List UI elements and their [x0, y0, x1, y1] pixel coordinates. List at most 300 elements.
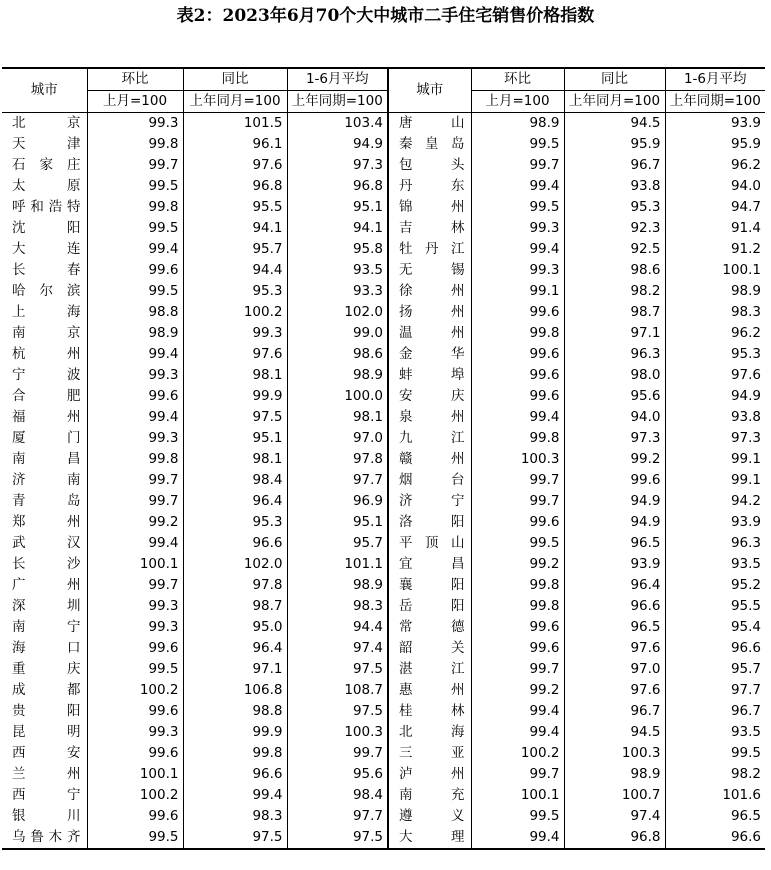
yoy-index: 97.8 — [183, 575, 287, 596]
table-row — [2, 575, 765, 596]
mom-index: 100.2 — [87, 680, 183, 701]
yoy-index: 92.3 — [564, 218, 665, 239]
yoy-index: 98.7 — [564, 302, 665, 323]
avg-index: 96.6 — [665, 638, 765, 659]
city-name: 南充 — [388, 785, 471, 806]
table-title: 表2：2023年6月70个大中城市二手住宅销售价格指数 — [176, 6, 595, 26]
avg-index: 97.7 — [287, 470, 388, 491]
mom-index: 99.5 — [87, 176, 183, 197]
avg-index: 95.1 — [287, 197, 388, 218]
mom-index: 99.4 — [471, 176, 564, 197]
avg-index: 96.8 — [287, 176, 388, 197]
avg-index: 97.3 — [665, 428, 765, 449]
yoy-index: 98.8 — [183, 701, 287, 722]
city-name: 呼和浩特 — [12, 199, 81, 215]
mom-index: 98.9 — [87, 323, 183, 344]
avg-index: 97.6 — [665, 365, 765, 386]
yoy-index: 96.6 — [183, 764, 287, 785]
city-name: 大连 — [12, 241, 81, 257]
avg-index: 103.4 — [287, 113, 388, 135]
mom-index: 99.8 — [87, 134, 183, 155]
city-name: 无锡 — [388, 260, 471, 281]
mom-index: 99.6 — [471, 617, 564, 638]
yoy-index: 100.3 — [564, 743, 665, 764]
yoy-index: 96.6 — [183, 533, 287, 554]
mom-index: 99.4 — [87, 344, 183, 365]
city-name: 西宁 — [12, 787, 81, 803]
yoy-index: 96.8 — [183, 176, 287, 197]
yoy-index: 94.1 — [183, 218, 287, 239]
avg-index: 108.7 — [287, 680, 388, 701]
city-name: 牡丹江 — [388, 239, 471, 260]
table-row — [2, 407, 765, 428]
header-avg-right: 1-6月平均 — [665, 68, 765, 91]
avg-index: 97.3 — [287, 155, 388, 176]
yoy-index: 100.7 — [564, 785, 665, 806]
mom-index: 99.6 — [87, 638, 183, 659]
table-row — [2, 386, 765, 407]
table-row — [2, 764, 765, 785]
avg-index: 98.9 — [665, 281, 765, 302]
yoy-index: 98.4 — [183, 470, 287, 491]
city-name: 岳阳 — [388, 596, 471, 617]
mom-index: 99.7 — [471, 155, 564, 176]
mom-index: 99.5 — [87, 827, 183, 849]
yoy-index: 96.7 — [564, 155, 665, 176]
city-name: 常德 — [388, 617, 471, 638]
mom-index: 99.5 — [471, 134, 564, 155]
mom-index: 99.7 — [471, 491, 564, 512]
avg-index: 98.2 — [665, 764, 765, 785]
avg-index: 96.5 — [665, 806, 765, 827]
table-row — [2, 239, 765, 260]
avg-index: 100.0 — [287, 386, 388, 407]
mom-index: 99.8 — [471, 596, 564, 617]
city-name: 金华 — [388, 344, 471, 365]
yoy-index: 96.6 — [564, 596, 665, 617]
yoy-index: 98.0 — [564, 365, 665, 386]
table-row — [2, 323, 765, 344]
mom-index: 99.2 — [471, 680, 564, 701]
yoy-index: 94.9 — [564, 512, 665, 533]
yoy-index: 95.0 — [183, 617, 287, 638]
yoy-index: 94.0 — [564, 407, 665, 428]
mom-index: 100.2 — [471, 743, 564, 764]
table-row — [2, 680, 765, 701]
city-name: 平顶山 — [388, 533, 471, 554]
city-name: 石家庄 — [12, 157, 81, 173]
yoy-index: 97.1 — [564, 323, 665, 344]
yoy-index: 96.1 — [183, 134, 287, 155]
avg-index: 98.9 — [287, 575, 388, 596]
mom-index: 99.7 — [87, 155, 183, 176]
avg-index: 98.6 — [287, 344, 388, 365]
header-yoy-right: 同比 — [564, 68, 665, 91]
yoy-index: 95.9 — [564, 134, 665, 155]
table-row — [2, 449, 765, 470]
city-name: 成都 — [12, 682, 81, 698]
mom-index: 99.7 — [471, 659, 564, 680]
yoy-index: 102.0 — [183, 554, 287, 575]
yoy-index: 96.7 — [564, 701, 665, 722]
avg-index: 102.0 — [287, 302, 388, 323]
yoy-index: 98.2 — [564, 281, 665, 302]
city-name: 乌鲁木齐 — [2, 827, 87, 849]
mom-index: 99.4 — [87, 407, 183, 428]
yoy-index: 98.3 — [183, 806, 287, 827]
mom-index: 99.2 — [471, 554, 564, 575]
avg-index: 97.5 — [287, 827, 388, 849]
yoy-index: 97.6 — [564, 638, 665, 659]
city-name: 济宁 — [388, 491, 471, 512]
mom-index: 99.7 — [471, 764, 564, 785]
table-row — [2, 134, 765, 155]
subheader-mom: 上月=100 — [87, 91, 183, 113]
avg-index: 93.5 — [287, 260, 388, 281]
avg-index: 95.1 — [287, 512, 388, 533]
mom-index: 99.6 — [87, 386, 183, 407]
city-name: 南京 — [12, 325, 81, 341]
avg-index: 93.8 — [665, 407, 765, 428]
city-name: 太原 — [12, 178, 81, 194]
avg-index: 91.4 — [665, 218, 765, 239]
mom-index: 98.9 — [471, 113, 564, 135]
table-row — [2, 302, 765, 323]
yoy-index: 98.9 — [564, 764, 665, 785]
mom-index: 99.5 — [471, 806, 564, 827]
mom-index: 99.8 — [471, 323, 564, 344]
city-name: 大理 — [388, 827, 471, 849]
table-body — [2, 113, 765, 850]
subheader-avg-right: 上年同期=100 — [665, 91, 765, 113]
avg-index: 95.5 — [665, 596, 765, 617]
yoy-index: 97.6 — [183, 155, 287, 176]
yoy-index: 96.4 — [564, 575, 665, 596]
yoy-index: 94.5 — [564, 722, 665, 743]
city-name: 海口 — [12, 640, 81, 656]
avg-index: 97.8 — [287, 449, 388, 470]
avg-index: 94.0 — [665, 176, 765, 197]
avg-index: 94.1 — [287, 218, 388, 239]
mom-index: 99.3 — [87, 428, 183, 449]
mom-index: 98.8 — [87, 302, 183, 323]
yoy-index: 92.5 — [564, 239, 665, 260]
mom-index: 99.3 — [87, 722, 183, 743]
yoy-index: 95.6 — [564, 386, 665, 407]
city-name: 惠州 — [388, 680, 471, 701]
header-mom-right: 环比 — [471, 68, 564, 91]
avg-index: 95.2 — [665, 575, 765, 596]
city-name: 安庆 — [388, 386, 471, 407]
city-name: 泸州 — [388, 764, 471, 785]
mom-index: 99.4 — [87, 239, 183, 260]
mom-index: 99.4 — [87, 533, 183, 554]
city-name: 上海 — [12, 304, 81, 320]
city-name: 重庆 — [12, 661, 81, 677]
city-name: 包头 — [388, 155, 471, 176]
avg-index: 94.7 — [665, 197, 765, 218]
table-row — [2, 155, 765, 176]
yoy-index: 101.5 — [183, 113, 287, 135]
avg-index: 98.9 — [287, 365, 388, 386]
city-name: 郑州 — [12, 514, 81, 530]
mom-index: 99.6 — [87, 743, 183, 764]
avg-index: 96.2 — [665, 323, 765, 344]
mom-index: 99.5 — [87, 659, 183, 680]
mom-index: 100.1 — [87, 554, 183, 575]
mom-index: 99.7 — [87, 470, 183, 491]
city-name: 锦州 — [388, 197, 471, 218]
yoy-index: 99.9 — [183, 722, 287, 743]
avg-index: 94.9 — [665, 386, 765, 407]
header-mom: 环比 — [87, 68, 183, 91]
yoy-index: 100.2 — [183, 302, 287, 323]
mom-index: 99.6 — [471, 344, 564, 365]
avg-index: 99.5 — [665, 743, 765, 764]
city-name: 唐山 — [388, 113, 471, 135]
city-name: 天津 — [12, 136, 81, 152]
table-row — [2, 428, 765, 449]
avg-index: 95.8 — [287, 239, 388, 260]
table-row — [2, 617, 765, 638]
price-index-table — [2, 67, 765, 850]
mom-index: 99.6 — [471, 512, 564, 533]
table-row — [2, 596, 765, 617]
city-name: 丹东 — [388, 176, 471, 197]
avg-index: 96.3 — [665, 533, 765, 554]
subheader-mom-right: 上月=100 — [471, 91, 564, 113]
yoy-index: 99.6 — [564, 470, 665, 491]
avg-index: 101.1 — [287, 554, 388, 575]
city-name: 蚌埠 — [388, 365, 471, 386]
yoy-index: 96.5 — [564, 533, 665, 554]
avg-index: 97.0 — [287, 428, 388, 449]
city-name: 深圳 — [12, 598, 81, 614]
city-name: 广州 — [12, 577, 81, 593]
avg-index: 99.1 — [665, 449, 765, 470]
avg-index: 95.6 — [287, 764, 388, 785]
mom-index: 99.5 — [471, 197, 564, 218]
table-row — [2, 260, 765, 281]
yoy-index: 99.4 — [183, 785, 287, 806]
subheader-avg: 上年同期=100 — [287, 91, 388, 113]
table-row — [2, 638, 765, 659]
avg-index: 100.1 — [665, 260, 765, 281]
city-name: 济南 — [12, 472, 81, 488]
mom-index: 99.4 — [471, 827, 564, 849]
yoy-index: 97.5 — [183, 827, 287, 849]
mom-index: 99.3 — [87, 596, 183, 617]
mom-index: 99.6 — [87, 806, 183, 827]
mom-index: 100.1 — [471, 785, 564, 806]
yoy-index: 94.5 — [564, 113, 665, 135]
city-name: 宁波 — [12, 367, 81, 383]
city-name: 桂林 — [388, 701, 471, 722]
yoy-index: 95.5 — [183, 197, 287, 218]
header-city-right: 城市 — [388, 68, 471, 113]
yoy-index: 96.8 — [564, 827, 665, 849]
city-name: 哈尔滨 — [12, 283, 81, 299]
mom-index: 99.3 — [87, 113, 183, 135]
avg-index: 99.0 — [287, 323, 388, 344]
avg-index: 98.4 — [287, 785, 388, 806]
yoy-index: 95.3 — [183, 512, 287, 533]
yoy-index: 99.2 — [564, 449, 665, 470]
avg-index: 93.5 — [665, 722, 765, 743]
yoy-index: 97.6 — [564, 680, 665, 701]
yoy-index: 98.1 — [183, 365, 287, 386]
avg-index: 96.6 — [665, 827, 765, 849]
mom-index: 99.3 — [471, 260, 564, 281]
yoy-index: 95.1 — [183, 428, 287, 449]
table-row — [2, 344, 765, 365]
mom-index: 99.8 — [87, 449, 183, 470]
city-name: 贵阳 — [12, 703, 81, 719]
table-row — [2, 491, 765, 512]
avg-index: 98.3 — [287, 596, 388, 617]
city-name: 泉州 — [388, 407, 471, 428]
table-row — [2, 218, 765, 239]
city-name: 吉林 — [388, 218, 471, 239]
table-row — [2, 806, 765, 827]
avg-index: 94.4 — [287, 617, 388, 638]
header-avg: 1-6月平均 — [287, 68, 388, 91]
yoy-index: 97.4 — [564, 806, 665, 827]
table-row — [2, 743, 765, 764]
mom-index: 99.1 — [471, 281, 564, 302]
city-name: 长春 — [12, 262, 81, 278]
avg-index: 91.2 — [665, 239, 765, 260]
yoy-index: 97.5 — [183, 407, 287, 428]
table-row — [2, 827, 765, 849]
mom-index: 99.7 — [87, 491, 183, 512]
city-name: 沈阳 — [12, 220, 81, 236]
yoy-index: 98.7 — [183, 596, 287, 617]
mom-index: 99.5 — [87, 281, 183, 302]
yoy-index: 93.9 — [564, 554, 665, 575]
avg-index: 95.7 — [287, 533, 388, 554]
mom-index: 99.2 — [87, 512, 183, 533]
table-row — [2, 512, 765, 533]
yoy-index: 99.9 — [183, 386, 287, 407]
yoy-index: 97.0 — [564, 659, 665, 680]
avg-index: 97.4 — [287, 638, 388, 659]
yoy-index: 98.6 — [564, 260, 665, 281]
avg-index: 95.7 — [665, 659, 765, 680]
city-name: 杭州 — [12, 346, 81, 362]
city-name: 烟台 — [388, 470, 471, 491]
mom-index: 99.6 — [471, 638, 564, 659]
yoy-index: 97.6 — [183, 344, 287, 365]
city-name: 长沙 — [12, 556, 81, 572]
city-name: 武汉 — [12, 535, 81, 551]
mom-index: 99.3 — [87, 617, 183, 638]
table-row — [2, 365, 765, 386]
yoy-index: 99.3 — [183, 323, 287, 344]
city-name: 扬州 — [388, 302, 471, 323]
city-name: 兰州 — [12, 766, 81, 782]
city-name: 赣州 — [388, 449, 471, 470]
yoy-index: 97.1 — [183, 659, 287, 680]
city-name: 西安 — [12, 745, 81, 761]
avg-index: 98.1 — [287, 407, 388, 428]
city-name: 南昌 — [12, 451, 81, 467]
avg-index: 94.2 — [665, 491, 765, 512]
city-name: 昆明 — [12, 724, 81, 740]
header-yoy: 同比 — [183, 68, 287, 91]
yoy-index: 99.8 — [183, 743, 287, 764]
mom-index: 99.3 — [471, 218, 564, 239]
yoy-index: 93.8 — [564, 176, 665, 197]
avg-index: 100.3 — [287, 722, 388, 743]
mom-index: 100.3 — [471, 449, 564, 470]
city-name: 北京 — [12, 115, 81, 131]
city-name: 襄阳 — [388, 575, 471, 596]
mom-index: 100.1 — [87, 764, 183, 785]
avg-index: 98.3 — [665, 302, 765, 323]
city-name: 韶关 — [388, 638, 471, 659]
city-name: 青岛 — [12, 493, 81, 509]
table-row — [2, 281, 765, 302]
yoy-index: 94.9 — [564, 491, 665, 512]
yoy-index: 96.5 — [564, 617, 665, 638]
avg-index: 93.5 — [665, 554, 765, 575]
mom-index: 99.6 — [471, 386, 564, 407]
avg-index: 95.4 — [665, 617, 765, 638]
mom-index: 99.7 — [471, 470, 564, 491]
mom-index: 99.6 — [87, 701, 183, 722]
mom-index: 99.8 — [471, 575, 564, 596]
city-name: 南宁 — [12, 619, 81, 635]
city-name: 徐州 — [388, 281, 471, 302]
subheader-yoy-right: 上年同月=100 — [564, 91, 665, 113]
city-name: 厦门 — [12, 430, 81, 446]
avg-index: 96.2 — [665, 155, 765, 176]
yoy-index: 95.3 — [564, 197, 665, 218]
table-row — [2, 785, 765, 806]
city-name: 秦皇岛 — [388, 134, 471, 155]
city-name: 遵义 — [388, 806, 471, 827]
mom-index: 99.4 — [471, 407, 564, 428]
avg-index: 95.3 — [665, 344, 765, 365]
city-name: 温州 — [388, 323, 471, 344]
table-row — [2, 722, 765, 743]
table-row — [2, 701, 765, 722]
mom-index: 99.6 — [471, 302, 564, 323]
avg-index: 101.6 — [665, 785, 765, 806]
mom-index: 99.6 — [471, 365, 564, 386]
avg-index: 95.9 — [665, 134, 765, 155]
mom-index: 99.7 — [87, 575, 183, 596]
avg-index: 93.9 — [665, 512, 765, 533]
mom-index: 99.6 — [87, 260, 183, 281]
yoy-index: 106.8 — [183, 680, 287, 701]
yoy-index: 98.1 — [183, 449, 287, 470]
table-row — [2, 533, 765, 554]
table-row — [2, 176, 765, 197]
avg-index: 99.7 — [287, 743, 388, 764]
city-name: 三亚 — [388, 743, 471, 764]
table-row — [2, 197, 765, 218]
avg-index: 97.7 — [665, 680, 765, 701]
mom-index: 99.8 — [87, 197, 183, 218]
city-name: 洛阳 — [388, 512, 471, 533]
avg-index: 97.5 — [287, 701, 388, 722]
mom-index: 99.4 — [471, 239, 564, 260]
city-name: 宜昌 — [388, 554, 471, 575]
yoy-index: 97.3 — [564, 428, 665, 449]
yoy-index: 94.4 — [183, 260, 287, 281]
